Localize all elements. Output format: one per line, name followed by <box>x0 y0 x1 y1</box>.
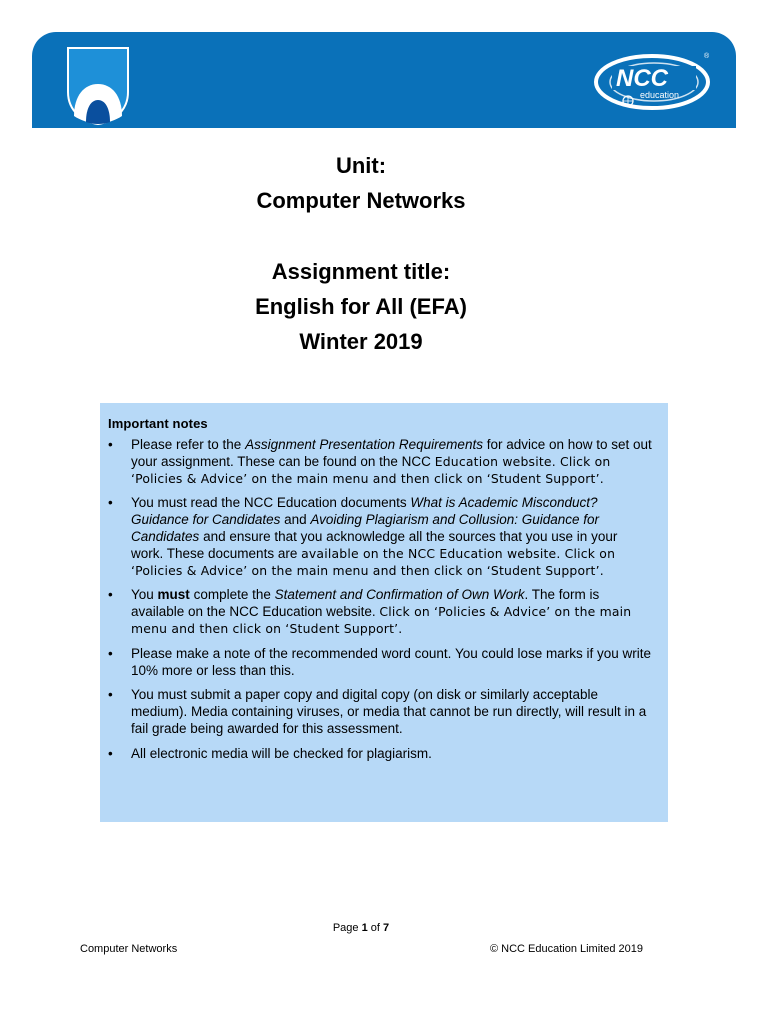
page-number <box>0 922 722 934</box>
assignment-name: English for All (EFA) <box>255 294 467 319</box>
note-item <box>108 746 652 763</box>
note-text-segment: Statement and Confirmation of Own Work <box>274 587 525 603</box>
page-prefix: Page <box>332 922 362 934</box>
note-text-segment: What is Academic Misconduct? Guidance for Candidates <box>131 495 598 528</box>
page-of: of <box>367 922 384 934</box>
note-text-segment: Assignment Presentation Requirements <box>245 437 483 452</box>
bullet-icon: • <box>108 645 113 661</box>
note-text-segment: available on the NCC Education website. Click on ‘Policies & Advice’ on the main menu and then click on ‘Student Support’. <box>131 545 616 578</box>
assignment-session: Winter 2019 <box>299 329 423 354</box>
bullet-icon: • <box>108 587 113 603</box>
bullet-icon: • <box>108 437 113 452</box>
note-text-segment: You must read the NCC Education documents <box>131 495 411 511</box>
header-banner <box>32 32 736 128</box>
assignment-label: Assignment title: <box>271 259 451 284</box>
note-text-segment: must <box>157 587 190 603</box>
note-text-segment: Please refer to the <box>131 437 246 452</box>
note-text-segment: . The form is available on the NCC Education website. <box>131 587 600 620</box>
important-notes-heading: Important notes <box>108 416 208 431</box>
bullet-icon: • <box>108 745 113 761</box>
bullet-icon: • <box>108 495 113 511</box>
note-item <box>108 587 652 637</box>
note-text-segment: Click on ‘Policies & Advice’ on the main menu and then click on ‘Student Support’. <box>131 604 632 636</box>
logo-text: NCC <box>616 65 668 92</box>
footer-copyright: © NCC Education Limited 2019 <box>489 943 643 955</box>
shield-logo-icon <box>66 46 130 126</box>
bullet-icon: • <box>108 687 113 703</box>
footer-course-name: Computer Networks <box>80 943 178 955</box>
assignment-title-group <box>0 254 722 359</box>
page-current: 1 <box>361 922 368 934</box>
page-total: 7 <box>383 922 390 934</box>
note-text-segment: Education website. Click on ‘Policies & Advice’ on the main menu and then click on ‘Student Support’. <box>131 453 611 486</box>
unit-title-group <box>0 148 722 218</box>
note-item <box>108 437 652 487</box>
note-text-segment: for advice on how to set out your assignment. These can be found on the NCC <box>131 437 652 469</box>
note-text-segment: You must submit a paper copy and digital copy (on disk or similarly acceptable medium). Media containing viruses, or media that cannot be run directly, will result in a fail grade being awarded for this assessment. <box>131 687 647 736</box>
important-notes-list <box>108 437 652 763</box>
unit-label: Unit: <box>335 153 387 178</box>
note-text-segment: Please make a note of the recommended word count. You could lose marks if you write 10% more or less than this. <box>131 645 652 678</box>
important-notes-box <box>100 403 668 822</box>
note-text-segment: and <box>280 512 311 528</box>
note-text-segment: complete the <box>189 587 275 603</box>
note-item <box>108 646 652 680</box>
logo-subtext: education <box>640 90 680 100</box>
note-item <box>108 495 652 579</box>
note-text-segment: All electronic media will be checked for plagiarism. <box>131 745 432 761</box>
note-text-segment: You <box>131 587 158 603</box>
ncc-education-logo-icon <box>592 48 716 114</box>
logo-registered-mark: ® <box>704 53 710 60</box>
note-item <box>108 687 652 737</box>
note-text-segment: and ensure that you acknowledge all the sources that you use in your work. These documents are <box>131 528 618 561</box>
unit-name: Computer Networks <box>256 188 466 213</box>
note-text-segment: Avoiding Plagiarism and Collusion: Guidance for Candidates <box>131 512 600 544</box>
